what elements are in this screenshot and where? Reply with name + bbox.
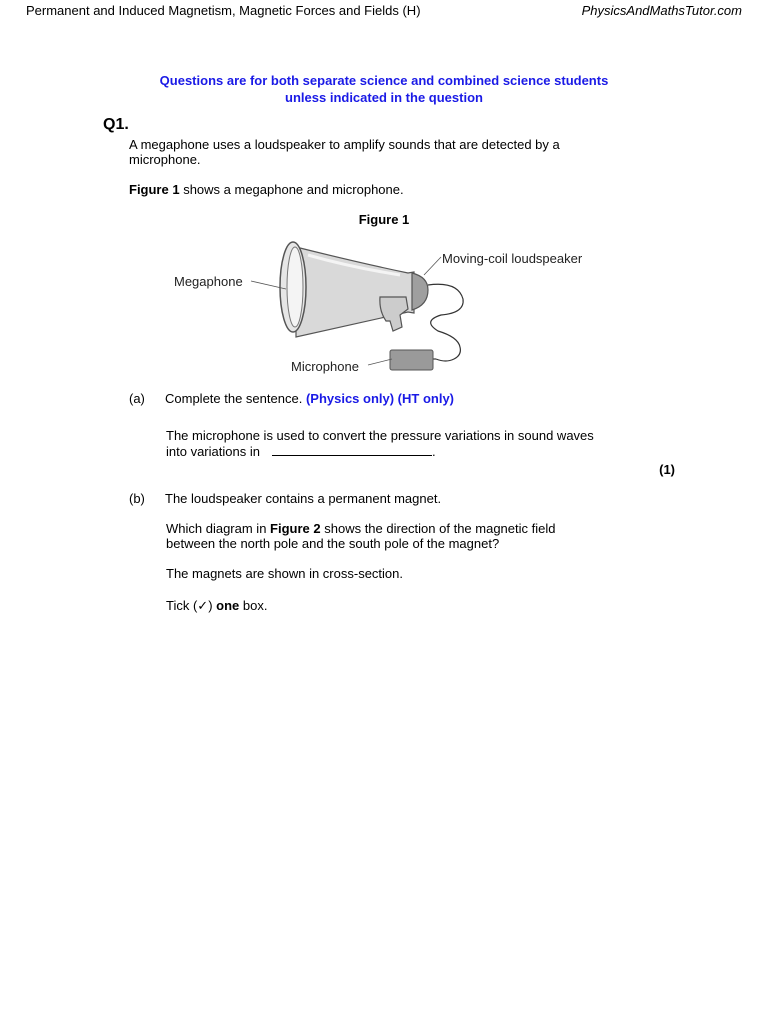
- part-b-question-line-1: [166, 521, 555, 536]
- which-prefix: Which diagram in: [166, 521, 271, 536]
- loudspeaker-unit: [412, 273, 428, 310]
- tick-suffix: box.: [239, 598, 268, 613]
- megaphone-handle: [380, 297, 408, 331]
- tick-mark-icon: ✓: [197, 598, 209, 613]
- part-a-sentence-line-2: [166, 443, 594, 459]
- part-b-cross-section: The magnets are shown in cross-section.: [166, 566, 403, 581]
- part-a-sentence: [166, 428, 594, 459]
- loudspeaker-pointer: [424, 257, 441, 275]
- microphone-label: Microphone: [291, 359, 359, 374]
- part-b-line-1: The loudspeaker contains a permanent magnet.: [165, 491, 442, 506]
- which-suffix: shows the direction of the magnetic field: [320, 521, 556, 536]
- part-b-tick-instruction: [166, 598, 267, 613]
- part-a-tag: (Physics only) (HT only): [305, 391, 455, 406]
- notice-line-2: unless indicated in the question: [285, 90, 483, 105]
- megaphone-mouth: [287, 247, 303, 327]
- part-b-question: [166, 521, 555, 551]
- intro-line-1: A megaphone uses a loudspeaker to amplify sounds that are detected by a: [129, 137, 560, 152]
- part-b-question-line-2: between the north pole and the south pole of the magnet?: [166, 536, 500, 551]
- header-title: Permanent and Induced Magnetism, Magnetic Forces and Fields (H): [26, 3, 421, 18]
- question-number: Q1.: [103, 116, 129, 133]
- part-a-sentence-prefix: into variations in: [166, 444, 260, 459]
- tick-middle: ): [208, 598, 217, 613]
- part-a-sentence-suffix: .: [431, 444, 436, 459]
- part-a-sentence-line-1: The microphone is used to convert the pressure variations in sound waves: [166, 428, 594, 443]
- which-bold: Figure 2: [270, 521, 321, 536]
- header-site: PhysicsAndMathsTutor.com: [581, 3, 742, 18]
- notice-line-1: Questions are for both separate science and combined science students: [159, 73, 609, 88]
- part-a-instruction-row: [165, 391, 454, 406]
- part-a-instruction: Complete the sentence.: [165, 391, 303, 406]
- question-intro: [129, 137, 560, 167]
- part-a-label: (a): [129, 391, 145, 406]
- microphone-icon: [390, 350, 433, 370]
- figure-title: Figure 1: [358, 212, 410, 227]
- megaphone-label: Megaphone: [174, 274, 243, 289]
- part-b-label: (b): [129, 491, 145, 506]
- microphone-pointer: [368, 359, 392, 365]
- figure-ref-bold: Figure 1: [129, 182, 180, 197]
- tick-bold: one: [216, 598, 240, 613]
- microphone-cable: [428, 284, 463, 361]
- answer-blank[interactable]: [272, 443, 432, 456]
- megaphone-figure: [160, 235, 620, 380]
- loudspeaker-label: Moving-coil loudspeaker: [442, 251, 583, 266]
- figure-ref-rest: shows a megaphone and microphone.: [179, 182, 404, 197]
- figure-reference: [129, 182, 404, 197]
- notice: [0, 72, 768, 106]
- part-a-marks: (1): [659, 462, 675, 477]
- tick-prefix: Tick (: [166, 598, 198, 613]
- intro-line-2: microphone.: [129, 152, 201, 167]
